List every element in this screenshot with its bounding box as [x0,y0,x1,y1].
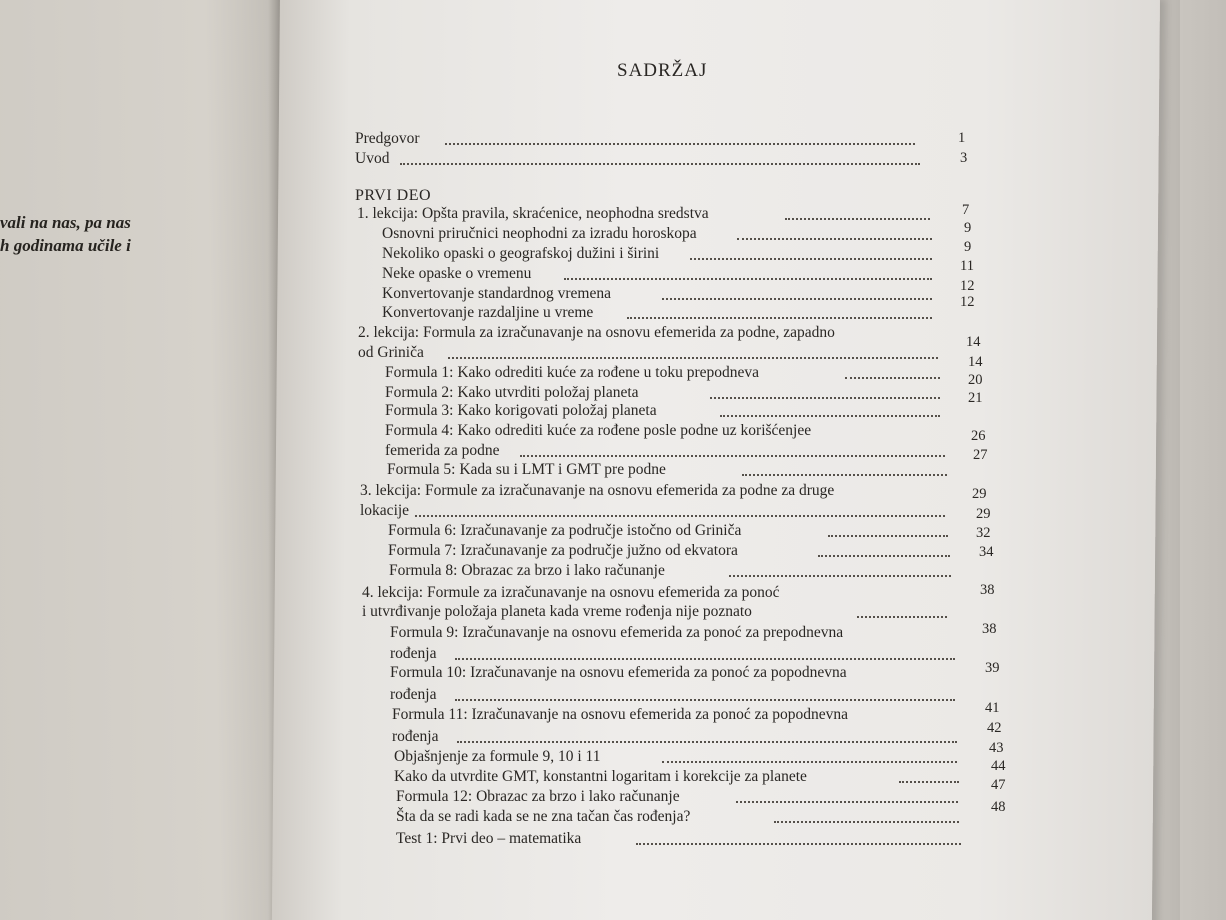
toc-entry-label: Formula 9: Izračunavanje na osnovu efemerida za ponoć za prepodnevna [390,624,844,641]
toc-entry-label: rođenja [390,645,437,662]
section-heading: PRVI DEO [355,187,432,204]
toc-page-number: 43 [989,740,1004,756]
left-page-bleed-through [0,9,11,56]
toc-page-number: 14 [968,354,983,370]
toc-entry-label: rođenja [392,728,439,745]
toc-page-number: 14 [966,334,981,350]
toc-leader-dots [818,545,950,557]
toc-entry-label: Kako da utvrdite GMT, konstantni logaritam i korekcije za planete [394,768,807,785]
toc-leader-dots [736,791,958,803]
toc-entry-label: 1. lekcija: Opšta pravila, skraćenice, neophodna sredstva [357,205,709,222]
toc-leader-dots [742,464,947,476]
toc-page-number: 32 [976,525,991,541]
toc-leader-dots [785,208,930,220]
left-page-line-2: h godinama učile i [0,236,131,255]
toc-entry-label: Formula 4: Kako odrediti kuće za rođene posle podne uz korišćenjee [385,422,812,439]
toc-leader-dots [774,811,959,823]
toc-leader-dots [857,606,947,618]
toc-leader-dots [845,367,940,379]
toc-page-number: 48 [991,799,1006,815]
page-title: SADRŽAJ [617,60,708,81]
toc-leader-dots [457,731,957,743]
toc-page-number: 21 [968,390,983,406]
toc-entry-label: od Griniča [358,344,424,361]
toc-entry-label: Formula 5: Kada su i LMT i GMT pre podne [387,461,666,478]
toc-leader-dots [627,307,932,319]
toc-leader-dots [720,405,940,417]
toc-leader-dots [455,648,955,660]
toc-entry-label: 3. lekcija: Formule za izračunavanje na osnovu efemerida za podne za druge [360,482,835,499]
toc-entry-label: Formula 1: Kako odrediti kuće za rođene u toku prepodneva [385,364,760,381]
toc-entry-label: Formula 3: Kako korigovati položaj planeta [385,402,657,419]
toc-entry-label: 4. lekcija: Formule za izračunavanje na osnovu efemerida za ponoć [362,584,780,601]
toc-page-number: 11 [960,258,974,274]
toc-page-number: 9 [964,239,972,255]
toc-entry-label: Formula 7: Izračunavanje za područje južno od ekvatora [388,542,738,559]
toc-entry-label: Konvertovanje razdaljine u vreme [382,304,594,321]
left-page-line-1: vali na nas, pa nas [0,213,131,232]
toc-entry-label: Uvod [355,150,390,167]
toc-entry-label: Formula 6: Izračunavanje za područje istočno od Griniča [388,522,742,539]
toc-leader-dots [520,445,945,457]
toc-entry-label: i utvrđivanje položaja planeta kada vreme rođenja nije poznato [362,603,752,620]
toc-leader-dots [400,153,920,165]
toc-entry-label: Konvertovanje standardnog vremena [382,285,611,302]
toc-page-number: 34 [979,544,994,560]
toc-entry-label: Objašnjenje za formule 9, 10 i 11 [394,748,601,765]
toc-entry-label: Neke opaske o vremenu [382,265,532,282]
toc-leader-dots [636,833,961,845]
toc-page-number: 12 [960,278,975,294]
toc-entry-label: Formula 11: Izračunavanje na osnovu efemerida za ponoć za popodnevna [392,706,849,723]
toc-entry-label: 2. lekcija: Formula za izračunavanje na osnovu efemerida za podne, zapadno [358,324,835,341]
toc-page-number: 29 [972,486,987,502]
toc-page-number: 20 [968,372,983,388]
toc-page-number: 1 [958,130,966,146]
toc-page-number: 42 [987,720,1002,736]
toc-page-number: 12 [960,294,975,310]
toc-leader-dots [445,133,915,145]
toc-page-number: 38 [980,582,995,598]
toc-leader-dots [455,689,955,701]
toc-page-number: 9 [964,220,972,236]
toc-leader-dots [899,771,959,783]
toc-leader-dots [710,387,940,399]
toc-entry-label: Test 1: Prvi deo – matematika [396,830,582,847]
toc-entry-label: Formula 2: Kako utvrditi položaj planeta [385,384,639,401]
toc-page-number: 38 [982,621,997,637]
toc-page-number: 41 [985,700,1000,716]
toc-leader-dots [564,268,932,280]
toc-entry-label: Formula 12: Obrazac za brzo i lako računanje [396,788,680,805]
toc-page-number: 26 [971,428,986,444]
toc-entry-label: Formula 10: Izračunavanje na osnovu efemerida za ponoć za popodnevna [390,664,847,681]
toc-page-number: 47 [991,777,1006,793]
toc-entry-label: lokacije [360,502,410,519]
toc-entry-label: Osnovni priručnici neophodni za izradu horoskopa [382,225,697,242]
toc-entry-label: Šta da se radi kada se ne zna tačan čas rođenja? [396,808,691,825]
toc-leader-dots [729,565,951,577]
toc-page-number: 27 [973,447,988,463]
toc-entry-label: Predgovor [355,130,420,147]
toc-leader-dots [828,525,948,537]
toc-leader-dots [415,505,945,517]
toc-leader-dots [662,751,957,763]
toc-leader-dots [662,288,932,300]
toc-page-number: 44 [991,758,1006,774]
toc-entry-label: femerida za podne [385,442,500,459]
toc-leader-dots [737,228,932,240]
toc-leader-dots [448,347,938,359]
toc-page-number: 3 [960,150,968,166]
toc-entry-label: Nekoliko opaski o geografskoj dužini i širini [382,245,660,262]
toc-leader-dots [690,248,932,260]
toc-page-number: 29 [976,506,991,522]
toc-page-number: 7 [962,202,970,218]
toc-page-number: 39 [985,660,1000,676]
toc-entry-label: rođenja [390,686,437,703]
toc-entry-label: Formula 8: Obrazac za brzo i lako računanje [389,562,665,579]
